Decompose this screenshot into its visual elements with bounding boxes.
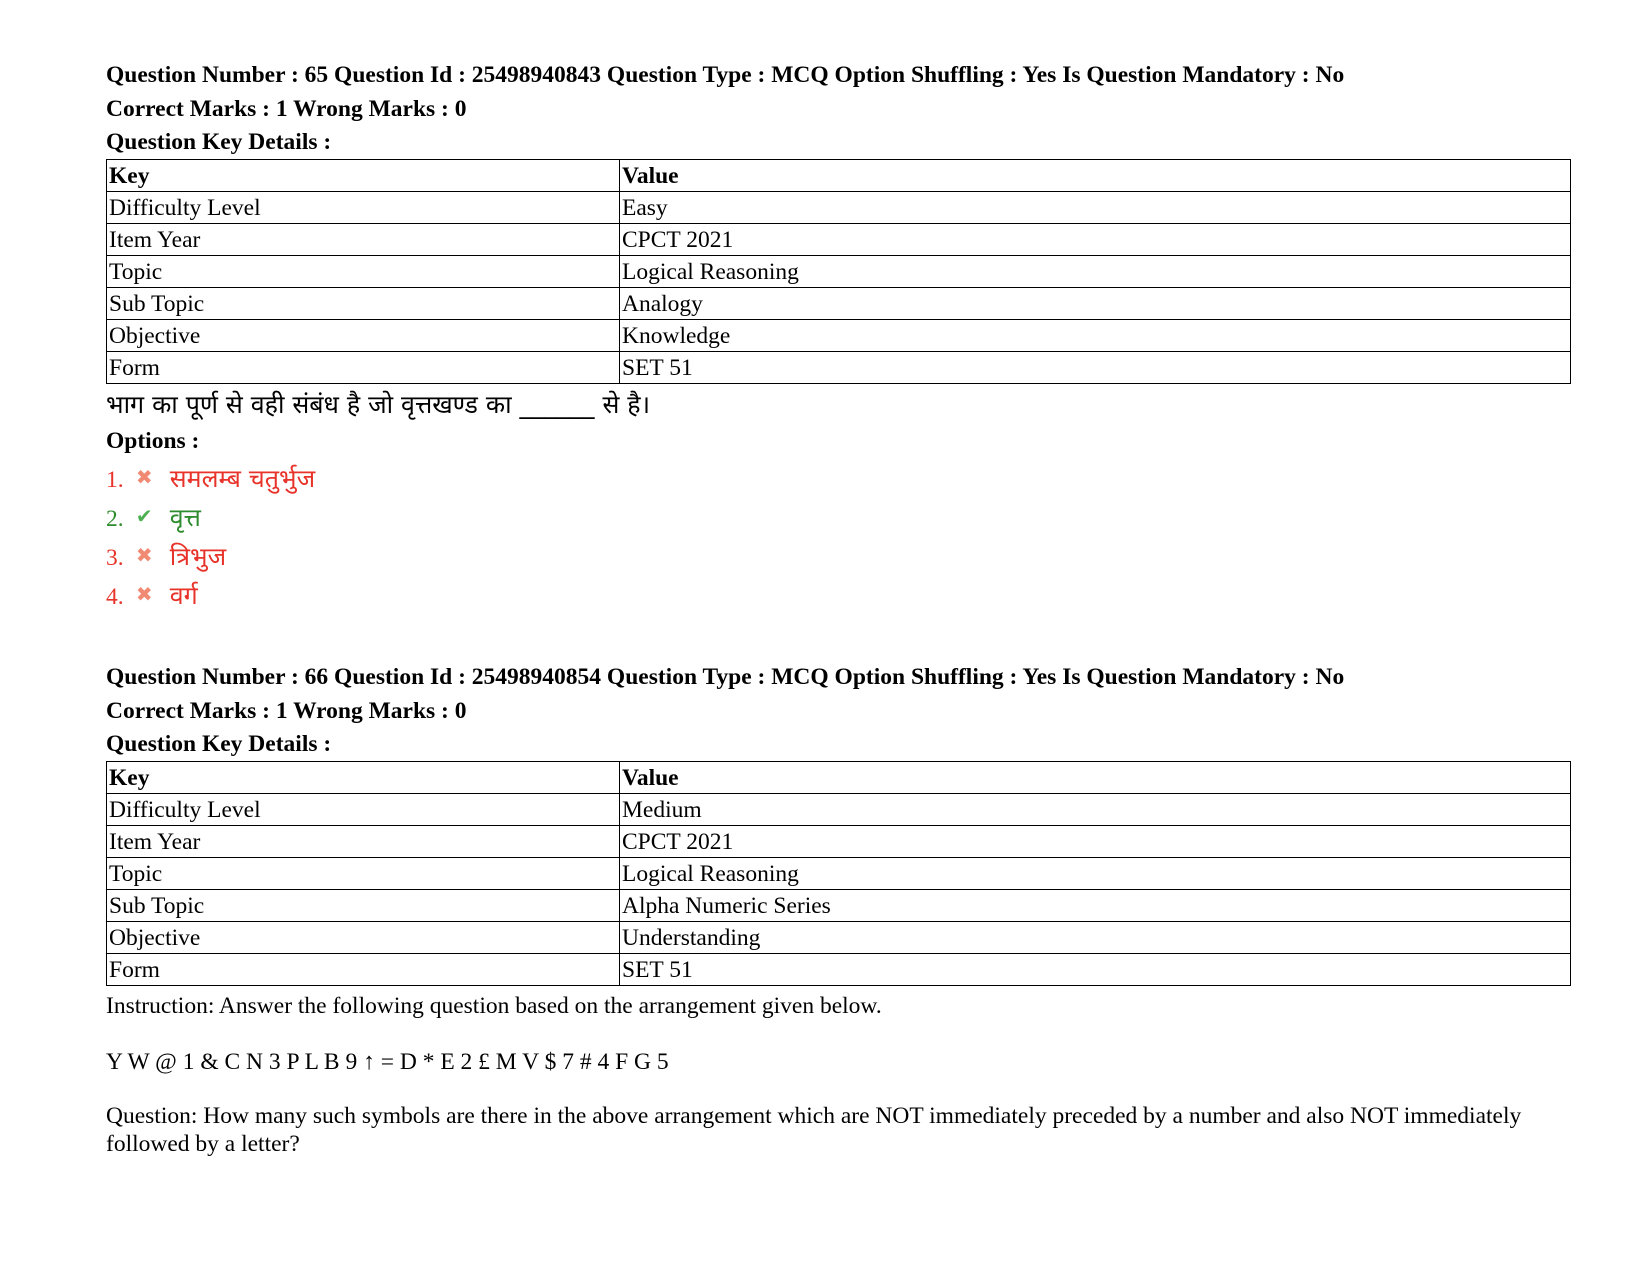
table-header-row [107, 160, 1571, 192]
table-cell-key: Difficulty Level [107, 192, 620, 224]
table-row [107, 826, 1571, 858]
cross-icon: ✖ [135, 465, 153, 489]
table-cell-key: Objective [107, 320, 620, 352]
options-label: Options : [106, 428, 200, 454]
question-65-key-details-label: Question Key Details : [106, 129, 332, 155]
question-66-marks: Correct Marks : 1 Wrong Marks : 0 [106, 698, 467, 724]
table-row [107, 256, 1571, 288]
table-header-key: Key [107, 762, 620, 794]
table-row [107, 922, 1571, 954]
option-number: 3. [106, 545, 124, 571]
table-cell-value: SET 51 [620, 352, 1571, 384]
option-number: 4. [106, 584, 124, 610]
option-text: वृत्त [169, 503, 201, 532]
table-cell-value: Understanding [620, 922, 1571, 954]
table-header-row [107, 762, 1571, 794]
table-header-key: Key [107, 160, 620, 192]
check-icon: ✔ [135, 504, 153, 528]
table-cell-value: Logical Reasoning [620, 256, 1571, 288]
question-65-header: Question Number : 65 Question Id : 25498940843 Question Type : MCQ Option Shuffling : Yes Is Question Mandatory : No [106, 62, 1345, 88]
table-cell-key: Objective [107, 922, 620, 954]
table-row [107, 288, 1571, 320]
table-cell-key: Difficulty Level [107, 794, 620, 826]
table-header-value: Value [620, 762, 1571, 794]
table-row [107, 794, 1571, 826]
question-66-instruction: Instruction: Answer the following question based on the arrangement given below. [106, 993, 882, 1019]
table-row [107, 192, 1571, 224]
option-number: 1. [106, 467, 124, 493]
question-65-stem: भाग का पूर्ण से वही संबंध है जो वृत्तखण्ड का ______ से है। [106, 390, 651, 419]
table-row [107, 352, 1571, 384]
table-row [107, 890, 1571, 922]
table-cell-key: Item Year [107, 224, 620, 256]
table-cell-value: Easy [620, 192, 1571, 224]
question-65 [106, 58, 1576, 614]
question-paper-page [106, 58, 1576, 1158]
question-65-key-table [106, 159, 1571, 384]
cross-icon: ✖ [135, 582, 153, 606]
question-66-question: Question: How many such symbols are there in the above arrangement which are NOT immediately preceded by a number and also NOT immediately followed by a letter? [106, 1103, 1522, 1157]
table-cell-key: Item Year [107, 826, 620, 858]
option-text: त्रिभुज [169, 542, 227, 571]
option-3 [106, 536, 1576, 575]
table-row [107, 954, 1571, 986]
table-cell-key: Topic [107, 858, 620, 890]
option-text: वर्ग [169, 581, 198, 610]
option-2 [106, 497, 1576, 536]
question-66 [106, 660, 1576, 1158]
option-text: समलम्ब चतुर्भुज [169, 464, 316, 493]
question-65-marks: Correct Marks : 1 Wrong Marks : 0 [106, 96, 467, 122]
table-cell-key: Form [107, 954, 620, 986]
table-cell-value: Analogy [620, 288, 1571, 320]
table-cell-value: CPCT 2021 [620, 224, 1571, 256]
question-66-key-details-label: Question Key Details : [106, 731, 332, 757]
table-header-value: Value [620, 160, 1571, 192]
table-cell-key: Sub Topic [107, 288, 620, 320]
cross-icon: ✖ [135, 543, 153, 567]
question-66-key-table [106, 761, 1571, 986]
table-cell-key: Topic [107, 256, 620, 288]
question-66-arrangement: Y W @ 1 & C N 3 P L B 9 ↑ = D * E 2 £ M V $ 7 # 4 F G 5 [106, 1049, 669, 1075]
table-cell-value: Logical Reasoning [620, 858, 1571, 890]
table-cell-value: SET 51 [620, 954, 1571, 986]
question-66-header: Question Number : 66 Question Id : 25498940854 Question Type : MCQ Option Shuffling : Yes Is Question Mandatory : No [106, 664, 1345, 690]
table-row [107, 320, 1571, 352]
table-row [107, 224, 1571, 256]
table-cell-key: Form [107, 352, 620, 384]
table-cell-value: Knowledge [620, 320, 1571, 352]
table-row [107, 858, 1571, 890]
option-1 [106, 458, 1576, 497]
table-cell-value: Medium [620, 794, 1571, 826]
option-4 [106, 575, 1576, 614]
table-cell-value: CPCT 2021 [620, 826, 1571, 858]
table-cell-value: Alpha Numeric Series [620, 890, 1571, 922]
option-number: 2. [106, 506, 124, 532]
table-cell-key: Sub Topic [107, 890, 620, 922]
